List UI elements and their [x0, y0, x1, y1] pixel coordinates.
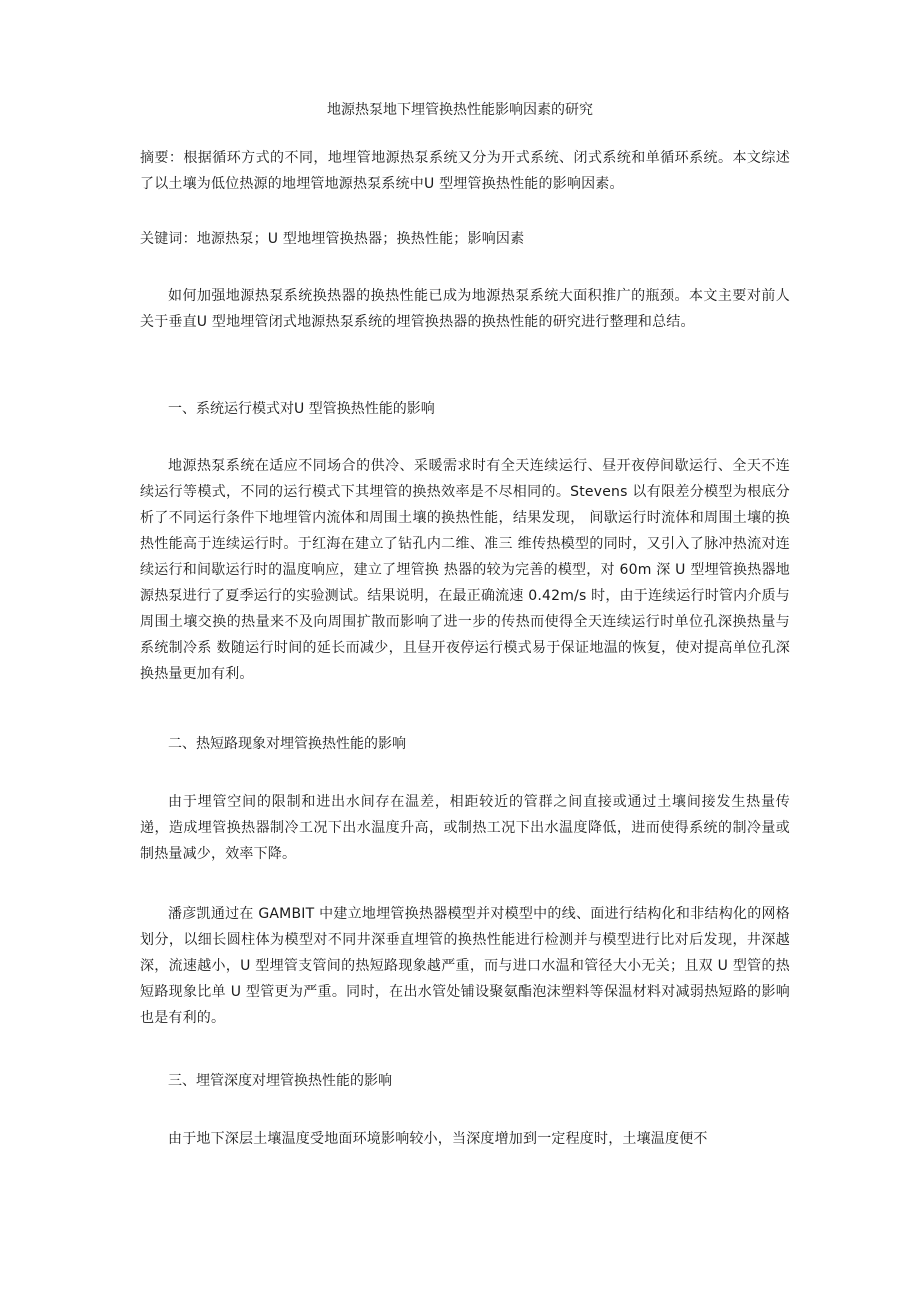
section-2-body-1: 由于埋管空间的限制和进出水间存在温差，相距较近的管群之间直接或通过土壤间接发生热量传递，造成埋管换热器制冷工况下出水温度升高，或制热工况下出水温度降低，进而使得系统的制冷量或制热量减少，效率下降。: [140, 794, 790, 862]
intro-paragraph: 如何加强地源热泵系统换热器的换热性能已成为地源热泵系统大面积推广的瓶颈。本文主要对前人关于垂直U 型地埋管闭式地源热泵系统的埋管换热器的换热性能的研究进行整理和总结。: [140, 288, 790, 330]
section-1-heading: 一、系统运行模式对U 型管换热性能的影响: [168, 401, 435, 417]
section-2-heading: 二、热短路现象对埋管换热性能的影响: [168, 736, 406, 752]
section-3-heading: 三、埋管深度对埋管换热性能的影响: [168, 1073, 392, 1089]
section-2-body-2: 潘彦凯通过在 GAMBIT 中建立地埋管换热器模型并对模型中的线、面进行结构化和非结构化的网格划分，以细长圆柱体为模型对不同井深垂直埋管的换热性能进行检测并与模型进行比对后发现，井深越深，流速越小，U 型埋管支管间的热短路现象越严重，而与进口水温和管径大小无关；且双 U 型管的热短路现象比单 U 型管更为严重。同时，在出水管处铺设聚氨酯泡沫塑料等保温材料对减弱热短路的影响也是有利的。: [140, 906, 790, 1026]
section-3-body: 由于地下深层土壤温度受地面环境影响较小，当深度增加到一定程度时，土壤温度便不: [168, 1131, 708, 1147]
abstract-paragraph: 摘要：根据循环方式的不同，地埋管地源热泵系统又分为开式系统、闭式系统和单循环系统。本文综述了以土壤为低位热源的地埋管地源热泵系统中U 型埋管换热性能的影响因素。: [140, 150, 790, 192]
document-title: 地源热泵地下埋管换热性能影响因素的研究: [327, 102, 593, 118]
keywords-paragraph: 关键词：地源热泵；U 型地埋管换热器；换热性能；影响因素: [140, 231, 525, 247]
section-1-body: 地源热泵系统在适应不同场合的供冷、采暖需求时有全天连续运行、昼开夜停间歇运行、全天不连续运行等模式，不同的运行模式下其埋管的换热效率是不尽相同的。Stevens 以有限差分模型为根底分析了不同运行条件下地埋管内流体和周围土壤的换热性能，结果发现， 间歇运行时流体和周围土壤的换热性能高于连续运行时。于红海在建立了钻孔内二维、准三 维传热模型的同时，又引入了脉冲热流对连续运行和间歇运行时的温度响应，建立了埋管换 热器的较为完善的模型，对 60m 深 U 型埋管换热器地源热泵进行了夏季运行的实验测试。结果说明，在最正确流速 0.42m/s 时，由于连续运行时管内介质与周围土壤交换的热量来不及向周围扩散而影响了进一步的传热而使得全天连续运行时单位孔深换热量与系统制冷系 数随运行时间的延长而减少，且昼开夜停运行模式易于保证地温的恢复，使对提高单位孔深 换热量更加有利。: [140, 458, 790, 682]
